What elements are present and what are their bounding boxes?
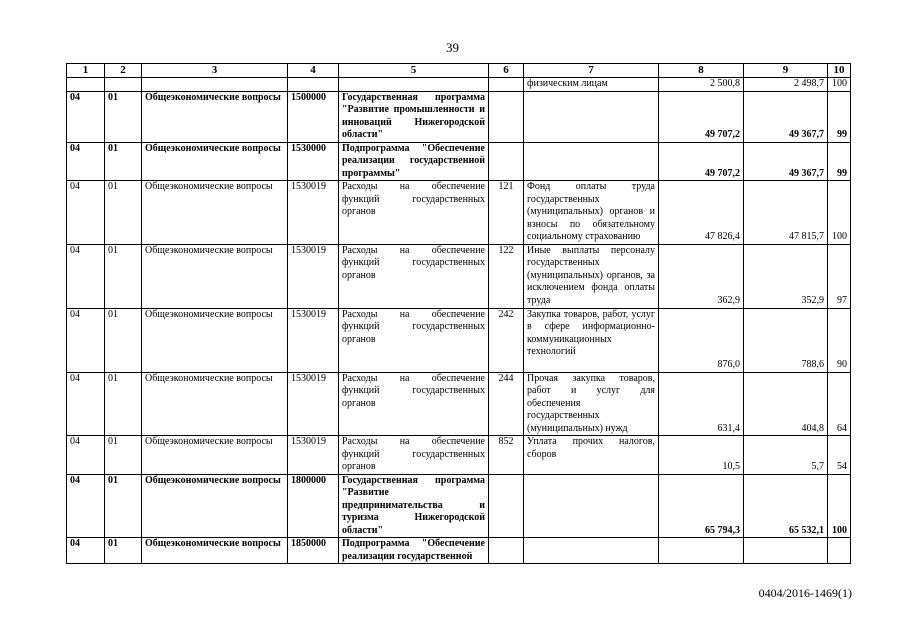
target-name-cell: Расходы на обеспечение функций государственных органов: [339, 372, 489, 436]
target-code-cell: 1530019: [288, 372, 339, 436]
expense-name-cell: [524, 91, 659, 142]
section-name-cell: Общеэкономические вопросы: [142, 436, 288, 475]
section-cell: 04: [67, 308, 105, 372]
subsection-cell: 01: [105, 244, 142, 308]
percent-cell: 97: [828, 244, 851, 308]
percent-cell: 99: [828, 142, 851, 181]
target-code-cell: 1500000: [288, 91, 339, 142]
section-name-cell: Общеэкономические вопросы: [142, 91, 288, 142]
section-cell: 04: [67, 436, 105, 475]
actual-amount-cell: 49 367,7: [744, 91, 828, 142]
subsection-cell: [105, 78, 142, 92]
target-name-cell: Расходы на обеспечение функций государственных органов: [339, 181, 489, 245]
header-row: [67, 64, 851, 78]
section-name-cell: Общеэкономические вопросы: [142, 372, 288, 436]
expense-type-cell: 242: [489, 308, 524, 372]
subsection-cell: 01: [105, 142, 142, 181]
target-name-cell: Государственная программа "Развитие предпринимательства и туризма Нижегородской области": [339, 474, 489, 538]
target-name-cell: Расходы на обеспечение функций государственных органов: [339, 436, 489, 475]
section-cell: [67, 78, 105, 92]
expense-type-cell: [489, 538, 524, 564]
planned-amount-cell: 49 707,2: [659, 142, 744, 181]
column-header: 10: [828, 64, 851, 78]
planned-amount-cell: 47 826,4: [659, 181, 744, 245]
table-row: [67, 244, 851, 308]
actual-amount-cell: [744, 538, 828, 564]
actual-amount-cell: 65 532,1: [744, 474, 828, 538]
expense-type-cell: [489, 142, 524, 181]
column-header: 2: [105, 64, 142, 78]
expense-name-cell: Уплата прочих налогов, сборов: [524, 436, 659, 475]
percent-cell: 100: [828, 474, 851, 538]
planned-amount-cell: 2 500,8: [659, 78, 744, 92]
subsection-cell: 01: [105, 538, 142, 564]
target-name-cell: [339, 78, 489, 92]
section-cell: 04: [67, 142, 105, 181]
table-row: [67, 308, 851, 372]
expense-type-cell: 244: [489, 372, 524, 436]
planned-amount-cell: 49 707,2: [659, 91, 744, 142]
subsection-cell: 01: [105, 181, 142, 245]
expense-name-cell: Иные выплаты персоналу государственных (муниципальных) органов, за исключением фонда оплаты труда: [524, 244, 659, 308]
percent-cell: 99: [828, 91, 851, 142]
subsection-cell: 01: [105, 91, 142, 142]
target-code-cell: 1530019: [288, 181, 339, 245]
column-header: 9: [744, 64, 828, 78]
percent-cell: 64: [828, 372, 851, 436]
column-header: 3: [142, 64, 288, 78]
table-row: [67, 474, 851, 538]
percent-cell: [828, 538, 851, 564]
actual-amount-cell: 352,9: [744, 244, 828, 308]
actual-amount-cell: 2 498,7: [744, 78, 828, 92]
expense-name-cell: [524, 474, 659, 538]
expense-type-cell: 122: [489, 244, 524, 308]
section-name-cell: Общеэкономические вопросы: [142, 244, 288, 308]
table-body: [67, 78, 851, 564]
expense-name-cell: Фонд оплаты труда государственных (муниципальных) органов и взносы по обязательному социальному страхованию: [524, 181, 659, 245]
section-name-cell: Общеэкономические вопросы: [142, 474, 288, 538]
target-code-cell: 1530019: [288, 244, 339, 308]
column-header: 7: [524, 64, 659, 78]
expense-type-cell: 852: [489, 436, 524, 475]
expense-name-cell: Прочая закупка товаров, работ и услуг для обеспечения государственных (муниципальных) нужд: [524, 372, 659, 436]
target-code-cell: 1530019: [288, 436, 339, 475]
planned-amount-cell: 631,4: [659, 372, 744, 436]
target-name-cell: Расходы на обеспечение функций государственных органов: [339, 308, 489, 372]
table-row: [67, 91, 851, 142]
section-cell: 04: [67, 538, 105, 564]
expense-type-cell: [489, 91, 524, 142]
budget-table: [66, 63, 851, 564]
actual-amount-cell: 788,6: [744, 308, 828, 372]
target-name-cell: Подпрограмма "Обеспечение реализации государственной: [339, 538, 489, 564]
section-name-cell: Общеэкономические вопросы: [142, 308, 288, 372]
target-code-cell: 1530000: [288, 142, 339, 181]
planned-amount-cell: 876,0: [659, 308, 744, 372]
actual-amount-cell: 49 367,7: [744, 142, 828, 181]
expense-type-cell: [489, 78, 524, 92]
table-row: [67, 78, 851, 92]
table-row: [67, 142, 851, 181]
column-header: 1: [67, 64, 105, 78]
target-name-cell: Расходы на обеспечение функций государственных органов: [339, 244, 489, 308]
subsection-cell: 01: [105, 474, 142, 538]
target-name-cell: Подпрограмма "Обеспечение реализации государственной программы": [339, 142, 489, 181]
subsection-cell: 01: [105, 308, 142, 372]
target-code-cell: 1800000: [288, 474, 339, 538]
actual-amount-cell: 47 815,7: [744, 181, 828, 245]
section-name-cell: Общеэкономические вопросы: [142, 538, 288, 564]
planned-amount-cell: 362,9: [659, 244, 744, 308]
subsection-cell: 01: [105, 372, 142, 436]
document-code: 0404/2016-1469(1): [758, 586, 852, 600]
page-number: 39: [446, 40, 459, 55]
percent-cell: 100: [828, 181, 851, 245]
section-cell: 04: [67, 244, 105, 308]
column-header: 5: [339, 64, 489, 78]
section-name-cell: Общеэкономические вопросы: [142, 181, 288, 245]
actual-amount-cell: 404,8: [744, 372, 828, 436]
table-row: [67, 436, 851, 475]
expense-name-cell: Закупка товаров, работ, услуг в сфере информационно-коммуникационных технологий: [524, 308, 659, 372]
planned-amount-cell: 65 794,3: [659, 474, 744, 538]
table-row: [67, 538, 851, 564]
subsection-cell: 01: [105, 436, 142, 475]
section-cell: 04: [67, 372, 105, 436]
table-row: [67, 181, 851, 245]
column-header: 8: [659, 64, 744, 78]
target-code-cell: [288, 78, 339, 92]
percent-cell: 54: [828, 436, 851, 475]
percent-cell: 100: [828, 78, 851, 92]
expense-type-cell: 121: [489, 181, 524, 245]
expense-name-cell: [524, 538, 659, 564]
expense-name-cell: [524, 142, 659, 181]
expense-type-cell: [489, 474, 524, 538]
section-name-cell: Общеэкономические вопросы: [142, 142, 288, 181]
expense-name-cell: физическим лицам: [524, 78, 659, 92]
section-cell: 04: [67, 181, 105, 245]
target-code-cell: 1530019: [288, 308, 339, 372]
actual-amount-cell: 5,7: [744, 436, 828, 475]
percent-cell: 90: [828, 308, 851, 372]
section-name-cell: [142, 78, 288, 92]
target-code-cell: 1850000: [288, 538, 339, 564]
section-cell: 04: [67, 474, 105, 538]
target-name-cell: Государственная программа "Развитие промышленности и инноваций Нижегородской области": [339, 91, 489, 142]
planned-amount-cell: 10,5: [659, 436, 744, 475]
section-cell: 04: [67, 91, 105, 142]
table-row: [67, 372, 851, 436]
column-header: 6: [489, 64, 524, 78]
column-header: 4: [288, 64, 339, 78]
planned-amount-cell: [659, 538, 744, 564]
